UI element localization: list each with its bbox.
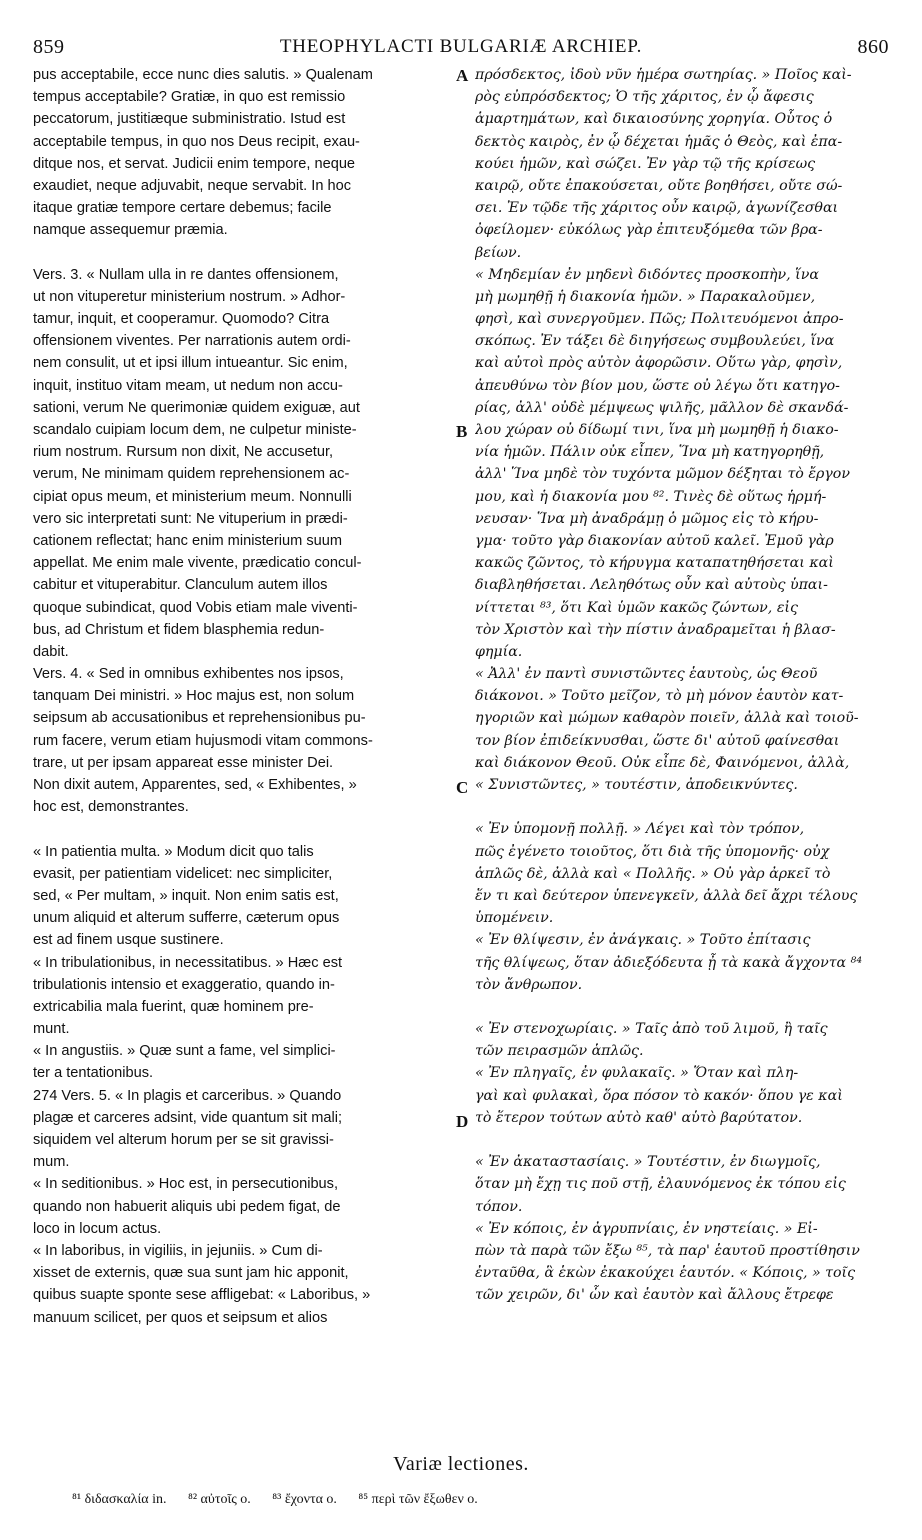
variae-lectiones-heading: Variæ lectiones. [393,1453,529,1475]
latin-line: unum aliquid et alterum sufferre, cæterum opus [33,910,340,927]
greek-line: νία ἡμῶν. Πάλιν οὐκ εἶπεν, Ἵνα μὴ κατηγορηθῇ, [475,444,825,461]
greek-line: ρὸς εὐπρόσδεκτος; Ὁ τῆς χάριτος, ἐν ᾧ ἄφεσις [475,89,814,106]
greek-line: σει. Ἐν τῷδε τῆς χάριτος οὖν καιρῷ, ἀγωνίζεσθαι [475,200,839,217]
latin-line: Vers. 4. « Sed in omnibus exhibentes nos ipsos, [33,666,344,683]
latin-line: inquit, instituo vitam meam, ut nedum non accu- [33,377,343,394]
latin-line: « In patientia multa. » Modum dicit quo talis [33,843,314,860]
latin-line: siquidem vel alterum horum per se sit gravissi- [33,1132,334,1148]
latin-line: cabitur et vituperabitur. Clanculum autem illos [33,577,328,594]
latin-line: extricabilia mala fuerint, quæ hominem pre- [33,998,314,1015]
latin-line: itaque gratiæ tempore certare debemus; facile [33,200,332,217]
greek-line: διάκονοι. » Τοῦτο μεῖζον, τὸ μὴ μόνον ἑαυτὸν κατ- [475,688,844,705]
latin-line: plagæ et carceres adsint, vide quantum sit mali; [33,1109,343,1126]
greek-line: ὀφείλομεν· εὐκόλως γὰρ ἐπιτευξόμεθα τῶν βρα- [475,222,823,239]
latin-line: 274 Vers. 5. « In plagis et carceribus. » Quando [33,1087,342,1104]
greek-line: γαὶ καὶ φυλακαὶ, ὅρα πόσον τὸ κακόν· ὅπου γε καὶ [475,1087,843,1104]
greek-line: ἐνταῦθα, ἃ ἑκὼν ἐκακούχει ἑαυτόν. « Κόποις, » τοῖς [475,1265,856,1282]
margin-marker-c: C [456,778,469,797]
margin-marker-b: B [456,422,468,441]
latin-line: « In angustiis. » Quæ sunt a fame, vel simplici- [33,1043,336,1060]
latin-line: munt. [33,1021,70,1038]
latin-line: xisset de externis, quæ sua sunt jam hic apponit, [33,1265,349,1282]
greek-line: μου, καὶ ἡ διακονία μου ⁸². Τινὲς δὲ οὕτως ἡρμή- [475,488,827,505]
latin-line: peccatorum, justitiæque subministratio. Istud est [33,111,346,128]
latin-line: tanquam Dei ministri. » Hoc majus est, non solum [33,688,355,705]
left-page-number: 859 [33,36,65,58]
greek-line: « Ἐν ἀκαταστασίαις. » Τουτέστιν, ἐν διωγμοῖς, [475,1154,821,1171]
greek-line: φημία. [475,643,523,660]
latin-line: ut non vituperetur ministerium nostrum. » Adhor- [33,288,346,305]
latin-line: est ad finem usque sustinere. [33,932,224,949]
latin-line: namque assequemur præmia. [33,222,228,239]
latin-line: offensionem viventes. Per narrationis autem ordi- [33,333,351,350]
greek-line: καὶ αὐτοὶ πρὸς αὐτὸν ἀφορῶσιν. Οὕτω γὰρ, φησὶν, [475,355,843,372]
footnote-85: ⁸⁵ περὶ τῶν ἔξωθεν o. [358,1492,478,1507]
greek-line: « Ἐν ὑπομονῇ πολλῇ. » Λέγει καὶ τὸν τρόπον, [475,821,805,838]
greek-line: πρόσδεκτος, ἰδοὺ νῦν ἡμέρα σωτηρίας. » Ποῖος καὶ- [475,67,852,83]
greek-line: « Ἐν στενοχωρίαις. » Ταῖς ἀπὸ τοῦ λιμοῦ, ἢ ταῖς [475,1021,828,1038]
latin-line: sationi, verum Ne querimoniæ quidem exiguæ, aut [33,399,360,416]
margin-marker-a: A [456,66,469,85]
latin-line: « In tribulationibus, in necessitatibus. » Hæc est [33,954,343,971]
greek-line: τὸν Χριστὸν καὶ τὴν πίστιν ἀναδραμεῖται ἡ βλασ- [475,621,836,638]
latin-line: acceptabile tempus, in quo nos Deus recipit, exau- [33,133,360,150]
margin-marker-d: D [456,1112,469,1131]
latin-line: loco in locum actus. [33,1220,162,1237]
greek-line: ἀλλ' Ἵνα μηδὲ τὸν τυχόντα μῶμον δέξηται τὸ ἔργον [475,466,850,483]
greek-line: καὶ διάκονον Θεοῦ. Οὐκ εἶπε δὲ, Φαινόμενοι, ἀλλὰ, [475,754,850,771]
latin-line: Vers. 3. « Nullam ulla in re dantes offensionem, [33,266,339,283]
greek-line: ἕν τι καὶ δεύτερον ὑπενεγκεῖν, ἀλλὰ δεῖ ἄχρι τέλους [475,887,858,904]
latin-line: seipsum ab accusationibus et reprehensionibus pu- [33,710,366,727]
latin-line: cationem reflectat; hanc enim ministerium suum [33,532,343,549]
latin-line: trare, ut per ipsam appareat esse minister Dei. [33,754,334,771]
greek-line: νευσαν· Ἵνα μὴ ἀναδράμῃ ὁ μῶμος εἰς τὸ κήρυ- [475,510,819,527]
latin-line: « In seditionibus. » Hoc est, in persecutionibus, [33,1176,339,1193]
latin-line: tribulationis intensio et exaggeratio, quando in- [33,976,335,993]
greek-line: καιρῷ, οὔτε ἐπακούσεται, οὔτε βοηθήσει, οὔτε σώ- [475,177,843,194]
greek-line: τῶν χειρῶν, δι' ὧν καὶ ἑαυτὸν καὶ ἄλλους ἔτρεφε [475,1287,834,1304]
greek-line: κούει ἡμῶν, καὶ σώζει. Ἐν γὰρ τῷ τῆς κρίσεως [475,155,816,172]
footnote-81: ⁸¹ διδασκαλία in. [72,1492,167,1507]
latin-line: scandalo cuipiam locum dem, ne culpetur ministe- [33,422,357,438]
latin-line: appellat. Me enim male vivente, prædicatio concul- [33,555,362,572]
latin-line: rum facere, verum etiam hujusmodi vitam commons- [33,732,373,749]
greek-line: τόπον. [475,1198,523,1215]
greek-line: ἀπευθύνω τὸν βίον μου, ὥστε οὐ λέγω ὅτι κατηγο- [475,377,840,394]
right-page-number: 860 [857,36,889,58]
greek-line: « Ἐν πληγαῖς, ἐν φυλακαῖς. » Ὅταν καὶ πλη- [475,1065,799,1082]
latin-line: quoque subindicat, quod Vobis etiam male viventi- [33,599,358,616]
greek-line: κακῶς ζῶντος, τὸ κήρυγμα καταπατηθήσεται καὶ [475,555,834,572]
greek-line: « Συνιστῶντες, » τουτέστιν, ἀποδεικνύντες. [475,777,798,793]
greek-line: « Ἐν κόποις, ἐν ἀγρυπνίαις, ἐν νηστείαις. » Εἰ- [475,1220,818,1237]
latin-line: quando non habuerit aliquis ubi pedem figat, de [33,1198,341,1215]
latin-column [33,64,458,1329]
greek-line: « Ἐν θλίψεσιν, ἐν ἀνάγκαις. » Τοῦτο ἐπίτασις [475,932,811,949]
latin-line: tempus acceptabile? Gratiæ, in quo est remissio [33,89,346,106]
latin-line: pus acceptabile, ecce nunc dies salutis. » Qualenam [33,67,373,83]
latin-line: dabit. [33,643,69,660]
greek-line: σκόπως. Ἐν τάξει δὲ διηγήσεως συμβουλεύει, ἵνα [475,333,835,350]
greek-line: νίττεται ⁸³, ὅτι Καὶ ὑμῶν κακῶς ζώντων, εἰς [475,599,798,616]
running-title: THEOPHYLACTI BULGARIÆ ARCHIEP. [279,36,643,57]
latin-line: manuum scilicet, per quos et seipsum et alios [33,1309,328,1326]
greek-line: τον βίον ἐπιδείκνυσθαι, ὥστε δι' αὐτοῦ φαίνεσθαι [475,732,840,749]
greek-column [475,64,893,1307]
latin-line: ter a tentationibus. [33,1065,154,1082]
latin-line: hoc est, demonstrantes. [33,799,189,816]
latin-line: verum, Ne minimam quidem reprehensionem ac- [33,466,350,483]
greek-line: ὅταν μὴ ἔχῃ τις ποῦ στῇ, ἐλαυνόμενος ἐκ τόπου εἰς [475,1176,846,1193]
greek-line: λου χώραν οὐ δίδωμί τινι, ἵνα μὴ μωμηθῇ ἡ διακο- [475,422,839,438]
greek-line: τὸ ἕτερον τούτων αὐτὸ καθ' αὑτὸ βαρύτατον. [475,1109,803,1126]
greek-line: ηγοριῶν καὶ μώμων καθαρὸν ποιεῖν, ἀλλὰ καὶ τοιοῦ- [475,710,859,727]
latin-line: « In laboribus, in vigiliis, in jejuniis. » Cum di- [33,1242,323,1259]
greek-line: φησὶ, καὶ συνεργοῦμεν. Πῶς; Πολιτευόμενοι ἀπρο- [475,311,844,328]
footnotes [72,1492,496,1508]
latin-line: ditque nos, et servat. Judicii enim tempore, neque [33,155,356,172]
latin-line: evasit, per patientiam videlicet: nec simpliciter, [33,865,333,882]
footnote-83: ⁸³ ἔχοντα o. [272,1492,337,1507]
greek-line [475,1129,893,1151]
greek-line: πῶς ἐγένετο τοιοῦτος, ὅτι διὰ τῆς ὑπομονῆς· οὐχ [475,843,830,860]
greek-line: διαβληθήσεται. Λεληθότως οὖν καὶ αὐτοὺς ὑπαι- [475,577,828,594]
greek-line: μὴ μωμηθῇ ἡ διακονία ἡμῶν. » Παρακαλοῦμεν, [475,288,816,305]
greek-line [475,796,893,818]
latin-line: nem consulit, ut et ipsi illum intueantur. Sic enim, [33,355,348,372]
latin-line: quibus suapte sponte sese affligebat: « Laboribus, » [33,1287,371,1304]
latin-line: sed, « Per multam, » inquit. Non enim satis est, [33,887,339,904]
latin-line: cipiat opus meum, et ministerium meum. Nonnulli [33,488,352,505]
greek-line: βείων. [475,244,522,261]
latin-line: bus, ad Christum et fidem blasphemia redun- [33,621,325,638]
latin-line: exaudiet, neque adjuvabit, neque servabit. In hoc [33,177,352,194]
greek-line: ρίας, ἀλλ' οὐδὲ μέμψεως ψιλῆς, μᾶλλον δὲ σκανδά- [475,399,849,416]
footnote-82: ⁸² αὐτοῖς o. [187,1492,251,1507]
latin-line [33,242,458,264]
greek-line: « Μηδεμίαν ἐν μηδενὶ διδόντες προσκοπὴν, ἵνα [475,266,819,283]
latin-line: tamur, inquit, et cooperamur. Quomodo? Citra [33,311,330,328]
greek-line: δεκτὸς καιρὸς, ἐν ᾧ δέχεται ἡμᾶς ὁ Θεὸς, καὶ ἐπα- [475,133,843,150]
greek-line: ἁμαρτημάτων, καὶ δικαιοσύνης χορηγία. Οὗτος ὁ [475,111,833,128]
greek-line: τὸν ἄνθρωπον. [475,976,583,993]
latin-line: mum. [33,1154,70,1171]
greek-line: « Ἀλλ' ἐν παντὶ συνιστῶντες ἑαυτοὺς, ὡς Θεοῦ [475,666,818,683]
greek-line: πὼν τὰ παρὰ τῶν ἔξω ⁸⁵, τὰ παρ' ἑαυτοῦ προστίθησιν [475,1242,860,1259]
greek-line: τῆς θλίψεως, ὅταν ἀδιεξόδευτα ᾖ τὰ κακὰ ἄγχοντα ⁸⁴ [475,954,863,971]
greek-line: ὑπομένειν. [475,910,554,927]
greek-line: τῶν πειρασμῶν ἁπλῶς. [475,1043,644,1060]
greek-line: γμα· τοῦτο γὰρ διακονίαν αὐτοῦ καλεῖ. Ἐμοῦ γὰρ [475,532,834,549]
greek-line: ἁπλῶς δὲ, ἀλλὰ καὶ « Πολλῆς. » Οὐ γὰρ ἀρκεῖ τὸ [475,865,831,882]
latin-line: Non dixit autem, Apparentes, sed, « Exhibentes, » [33,777,357,793]
latin-line [33,818,458,840]
greek-line [475,996,893,1018]
latin-line: vero sic interpretati sunt: Ne vituperium in prædi- [33,510,348,527]
latin-line: rium nostrum. Rursum non dixit, Ne accusetur, [33,444,334,461]
